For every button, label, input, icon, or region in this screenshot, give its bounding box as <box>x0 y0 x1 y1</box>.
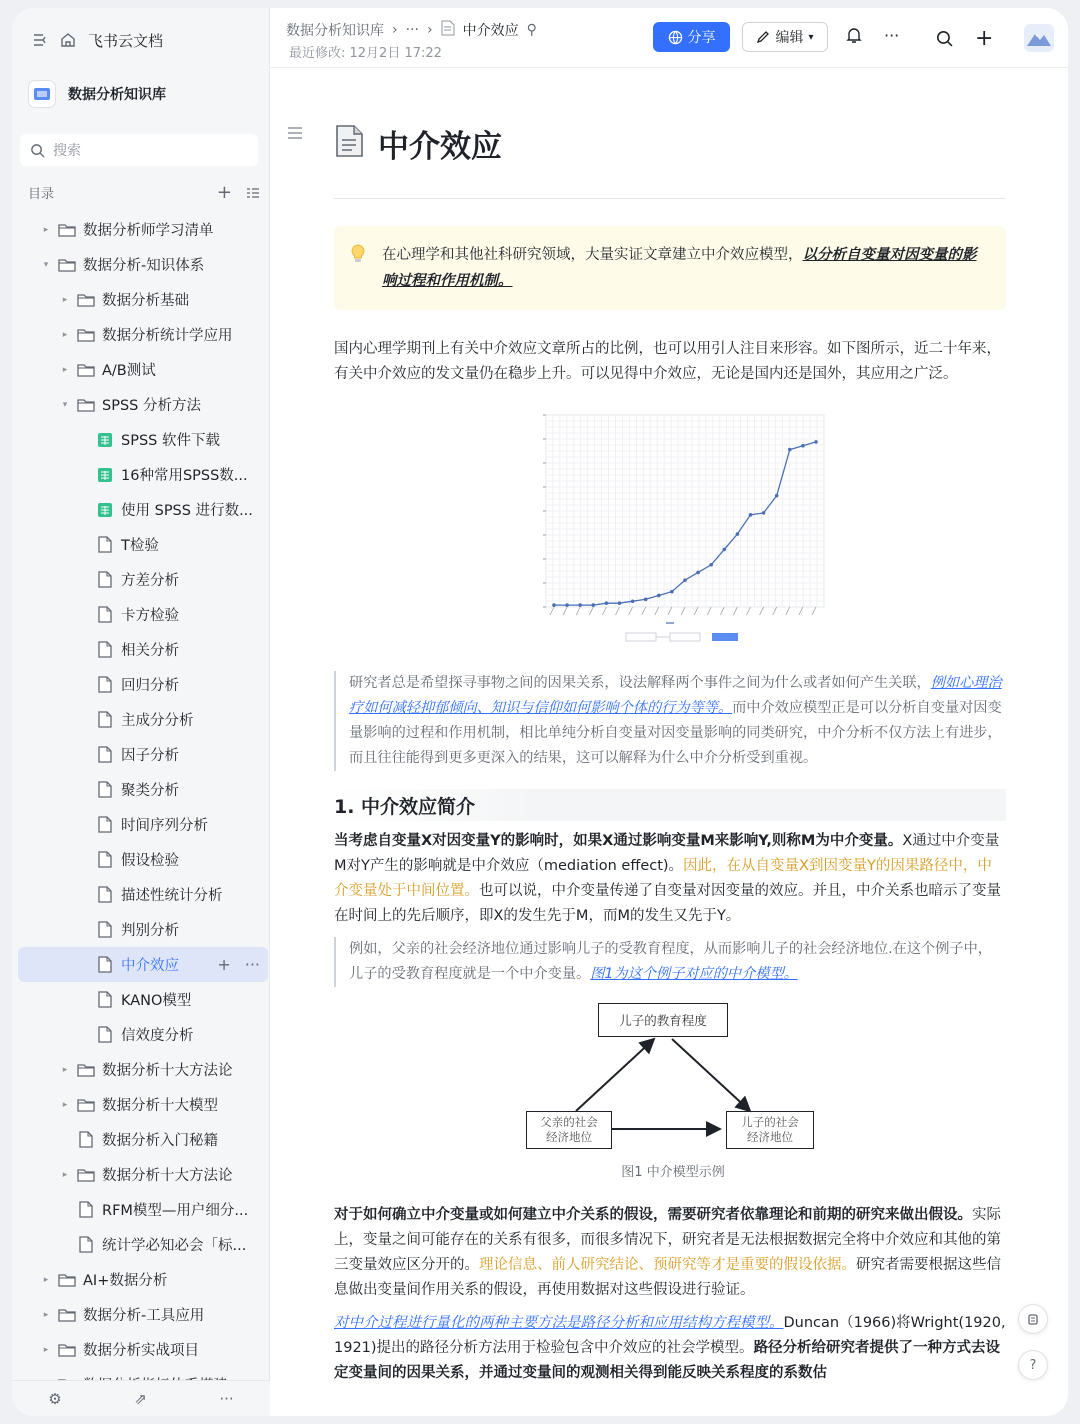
sidebar-item-label: 描述性统计分析 <box>121 888 223 904</box>
caret-down-icon[interactable]: ▾ <box>43 259 49 270</box>
sidebar-item-label: 统计学必知必会「标... <box>102 1238 247 1254</box>
quote-block-2 <box>334 937 1006 987</box>
data-point <box>723 548 727 552</box>
doc-icon <box>96 571 114 589</box>
data-point <box>565 603 569 607</box>
para3-orange: 理论信息、前人研究结论、预研究等才是重要的假设依据。 <box>479 1257 856 1273</box>
sidebar-item-label: 回归分析 <box>121 678 179 694</box>
quote2-text: 例如，父亲的社会经济地位通过影响儿子的受教育程度，从而影响儿子的社会经济地位.在这个例子中，儿子的受教育程度就是一个中介变量。 <box>349 941 992 982</box>
sidebar-item-label: 相关分析 <box>121 643 179 659</box>
x-tick-mark <box>681 607 685 615</box>
breadcrumb-ellipsis[interactable]: ··· <box>405 22 419 38</box>
item-more-icon[interactable]: ··· <box>244 955 260 974</box>
doc-icon <box>96 536 114 554</box>
chart-svg <box>514 403 834 653</box>
para3-bold: 对于如何确立中介变量或如何建立中介关系的假设，需要研究者依靠理论和前期的研究来做出假设。 <box>334 1207 972 1223</box>
sidebar-item[interactable] <box>18 702 268 737</box>
sidebar-item-label: 数据分析十大模型 <box>102 1098 218 1114</box>
app-window <box>12 8 1068 1416</box>
doc-icon <box>77 1201 95 1219</box>
knowledge-base-name: 数据分析知识库 <box>68 87 166 103</box>
home-icon[interactable] <box>60 32 76 48</box>
sidebar-item-label: 16种常用SPSS数... <box>121 468 248 484</box>
sidebar-item[interactable] <box>18 912 268 947</box>
callout-text: 在心理学和其他社科研究领域，大量实证文章建立中介效应模型， <box>382 247 803 263</box>
quote1-link[interactable]: 例如心理治疗如何减轻抑郁倾向、知识与信仰如何影响个体的行为等等。 <box>349 675 1002 716</box>
sidebar-item-label: 使用 SPSS 进行数... <box>121 503 253 519</box>
folder-icon <box>58 256 76 274</box>
header-icons <box>846 26 899 45</box>
sidebar-item-label: 数据分析师学习清单 <box>83 223 214 239</box>
para4-link[interactable]: 对中介过程进行量化的两种主要方法是路径分析和应用结构方程模型。 <box>334 1315 784 1331</box>
sidebar-item-label: 假设检验 <box>121 853 179 869</box>
data-point <box>683 578 687 582</box>
last-modified: 最近修改: 12月2日 17:22 <box>289 46 442 61</box>
sidebar-item-label: 判别分析 <box>121 923 179 939</box>
knowledge-base-icon <box>28 80 56 108</box>
caret-right-icon[interactable]: ▸ <box>43 1344 49 1355</box>
sidebar <box>12 8 270 1416</box>
sidebar-item-label: KANO模型 <box>121 993 192 1009</box>
x-tick-mark <box>668 607 672 615</box>
sidebar-item-label: 时间序列分析 <box>121 818 208 834</box>
sidebar-item[interactable] <box>18 1122 268 1157</box>
x-tick-mark <box>655 607 659 615</box>
doc-icon <box>96 816 114 834</box>
knowledge-base-header[interactable] <box>28 80 166 108</box>
x-tick-mark <box>589 607 593 615</box>
sheet-icon <box>96 466 114 484</box>
doc-icon <box>96 886 114 904</box>
caret-right-icon[interactable]: ▸ <box>62 364 68 375</box>
sidebar-item-label: 数据分析入门秘籍 <box>102 1133 218 1149</box>
sidebar-item[interactable] <box>18 527 268 562</box>
breadcrumb <box>286 20 537 40</box>
node-independent <box>526 1111 612 1149</box>
sidebar-item-label: 数据分析-知识体系 <box>83 258 205 274</box>
sidebar-item[interactable] <box>18 1157 268 1192</box>
sidebar-item-label: 数据分析-工具应用 <box>83 1308 205 1324</box>
search-icon <box>30 143 45 158</box>
item-actions <box>217 947 260 982</box>
search-input[interactable] <box>20 134 258 166</box>
data-point <box>814 440 818 444</box>
sidebar-item-label: 因子分析 <box>121 748 179 764</box>
data-point <box>775 494 779 498</box>
doc-title-icon <box>334 124 366 162</box>
sidebar-item-label: 中介效应 <box>121 958 179 974</box>
caret-right-icon[interactable]: ▸ <box>43 1309 49 1320</box>
sidebar-item[interactable] <box>18 352 268 387</box>
sidebar-item-label: A/B测试 <box>102 363 156 379</box>
sidebar-item[interactable] <box>18 212 268 247</box>
chevron-down-icon: ▾ <box>808 31 814 43</box>
sidebar-item[interactable] <box>18 597 268 632</box>
x-tick-mark <box>616 607 620 615</box>
para3-text-b: 研究者需要根据这些信息做出变量间作用关系的假设，再使用数据对这些假设进行验证。 <box>334 1257 1001 1298</box>
sidebar-item[interactable] <box>18 772 268 807</box>
sidebar-item[interactable] <box>18 1192 268 1227</box>
sidebar-item[interactable] <box>18 1332 268 1367</box>
caret-right-icon[interactable]: ▸ <box>62 294 68 305</box>
x-tick-mark <box>576 607 580 615</box>
range-apply-button <box>712 633 738 641</box>
top-header <box>270 8 1068 68</box>
divider <box>334 198 1006 199</box>
paragraph-intro: 国内心理学期刊上有关中介效应文章所占的比例，也可以用引人注目来形容。如下图所示，近二十年来，有关中介效应的发文量仍在稳步上升。可以见得中介效应，无论是国内还是国外，其应用之广泛。 <box>334 341 1001 382</box>
sidebar-item[interactable] <box>18 492 268 527</box>
x-tick-mark <box>812 607 816 615</box>
sidebar-item-label: 主成分分析 <box>121 713 194 729</box>
x-tick-mark <box>773 607 777 615</box>
caret-right-icon[interactable]: ▸ <box>43 224 49 235</box>
folder-icon <box>58 221 76 239</box>
folder-icon <box>58 1341 76 1359</box>
sidebar-item[interactable] <box>18 317 268 352</box>
sidebar-item-label: 聚类分析 <box>121 783 179 799</box>
sidebar-item[interactable] <box>18 457 268 492</box>
data-point <box>788 448 792 452</box>
folder-icon <box>77 361 95 379</box>
doc-icon <box>96 851 114 869</box>
help-icon: ? <box>1029 1357 1037 1373</box>
data-point <box>801 444 805 448</box>
sidebar-item[interactable] <box>18 632 268 667</box>
section-heading: 1. 中介效应简介 <box>334 789 1006 821</box>
toc-header <box>28 182 260 203</box>
data-point <box>552 603 556 607</box>
sidebar-item[interactable] <box>18 247 268 282</box>
node-dependent-line2: 经济地位 <box>747 1130 793 1144</box>
diagram-caption: 图1 中介模型示例 <box>621 1165 725 1180</box>
sidebar-item[interactable] <box>18 1297 268 1332</box>
folder-icon <box>77 326 95 344</box>
folder-icon <box>77 1166 95 1184</box>
sidebar-item[interactable] <box>18 1017 268 1052</box>
toc-label: 目录 <box>28 187 55 202</box>
data-point <box>631 599 635 603</box>
callout <box>334 226 1006 310</box>
quote1-text-b: 而中介效应模型正是可以分析自变量对因变量影响的过程和作用机制，相比单纯分析自变量对因变量影响的同类研究，中介分析不仅方法上有进步，而且往往能得到更多更深入的结果，这可以解释为什么中介分析受到重视。 <box>349 700 1002 766</box>
collapse-sidebar-icon[interactable] <box>32 32 48 48</box>
sidebar-item[interactable] <box>18 982 268 1017</box>
outline-icon[interactable] <box>287 126 303 140</box>
data-point <box>578 603 582 607</box>
doc-icon <box>96 676 114 694</box>
x-tick-mark <box>563 607 567 615</box>
doc-icon <box>77 1236 95 1254</box>
sidebar-item-label: SPSS 软件下载 <box>121 433 220 449</box>
data-point <box>644 598 648 602</box>
share-label: 分享 <box>687 30 716 46</box>
sidebar-footer <box>12 1380 270 1416</box>
data-point <box>709 563 713 567</box>
sidebar-item-label: T检验 <box>121 538 159 554</box>
data-point <box>605 601 609 605</box>
sidebar-item[interactable] <box>18 842 268 877</box>
folder-icon <box>58 1306 76 1324</box>
doc-icon <box>441 20 455 40</box>
line-chart <box>514 403 834 653</box>
plus-icon[interactable]: + <box>975 26 994 51</box>
doc-icon <box>96 1026 114 1044</box>
data-point <box>749 513 753 517</box>
add-icon[interactable]: + <box>216 182 232 203</box>
sheet-icon <box>96 431 114 449</box>
data-point <box>696 571 700 575</box>
sidebar-item[interactable] <box>18 737 268 772</box>
x-tick-mark <box>760 607 764 615</box>
folder-icon <box>58 1271 76 1289</box>
x-tick-mark <box>720 607 724 615</box>
more-icon[interactable]: ··· <box>219 1389 234 1408</box>
caret-down-icon[interactable]: ▾ <box>62 399 68 410</box>
pencil-icon <box>756 30 770 44</box>
edit-button[interactable] <box>742 22 828 52</box>
app-name[interactable]: 飞书云文档 <box>88 31 164 50</box>
quote-block-1 <box>334 671 1006 771</box>
data-point <box>618 601 622 605</box>
caret-right-icon[interactable]: ▸ <box>62 329 68 340</box>
sidebar-item[interactable] <box>18 1227 268 1262</box>
caret-right-icon[interactable]: ▸ <box>43 1274 49 1285</box>
share-out-icon[interactable]: ⇗ <box>134 1389 147 1408</box>
share-button[interactable] <box>653 22 730 52</box>
sidebar-item-label: 数据分析实战项目 <box>83 1343 199 1359</box>
x-tick-mark <box>642 607 646 615</box>
search-placeholder: 搜索 <box>53 143 81 159</box>
sidebar-item[interactable] <box>18 947 268 982</box>
doc-icon <box>96 711 114 729</box>
mediation-diagram <box>524 1003 814 1183</box>
para2-orange: 因此，在从自变量X到因变量Y的因果路径中，中介变量处于中间位置。 <box>334 858 992 899</box>
sidebar-item-label: 方差分析 <box>121 573 179 589</box>
para2-text-b: 也可以说，中介变量传递了自变量对因变量的效应。并且，中介关系也暗示了变量在时间上的先后顺序，即X的发生先于M，而M的发生又先于Y。 <box>334 883 1001 924</box>
sidebar-item-label: RFM模型—用户细分... <box>102 1203 249 1219</box>
doc-tree <box>18 212 268 1402</box>
sheet-icon <box>96 501 114 519</box>
x-tick-mark <box>550 607 554 615</box>
doc-icon <box>96 641 114 659</box>
range-end-box <box>670 633 700 641</box>
sidebar-item-label: AI+数据分析 <box>83 1273 168 1289</box>
copy-link-button[interactable] <box>1018 1304 1048 1334</box>
doc-icon <box>96 781 114 799</box>
x-tick-mark <box>799 607 803 615</box>
x-tick-mark <box>707 607 711 615</box>
folder-icon <box>77 291 95 309</box>
x-tick-mark <box>747 607 751 615</box>
pin-icon[interactable]: ⚲ <box>526 22 537 38</box>
node-dependent-line1: 儿子的社会 <box>741 1115 799 1129</box>
chevron-right-icon: › <box>392 22 398 38</box>
lightbulb-icon <box>350 244 366 273</box>
help-button[interactable] <box>1018 1350 1048 1380</box>
x-tick-mark <box>602 607 606 615</box>
doc-icon <box>77 1131 95 1149</box>
sidebar-item[interactable] <box>18 877 268 912</box>
breadcrumb-root[interactable]: 数据分析知识库 <box>286 23 384 39</box>
x-tick-mark <box>786 607 790 615</box>
page-title: 中介效应 <box>378 128 502 165</box>
sidebar-item-label: 数据分析统计学应用 <box>102 328 233 344</box>
chevron-right-icon: › <box>426 22 433 38</box>
more-options-icon[interactable]: ··· <box>884 26 900 45</box>
edit-label: 编辑 <box>775 30 804 46</box>
caret-right-icon[interactable]: ▸ <box>62 1169 68 1180</box>
sidebar-item-label: SPSS 分析方法 <box>102 398 201 414</box>
x-tick-mark <box>733 607 737 615</box>
bell-icon[interactable] <box>846 27 862 44</box>
header-actions <box>936 26 993 51</box>
para3-text-a: 实际上，变量之间可能存在的关系有很多，而很多情况下，研究者是无法根据数据完全将中介效应和其他的第三变量效应区分开的。 <box>334 1207 1001 1273</box>
para2-bold: 当考虑自变量X对因变量Y的影响时，如果X通过影响变量M来影响Y,则称M为中介变量。 <box>334 833 903 849</box>
doc-icon <box>96 991 114 1009</box>
list-settings-icon[interactable] <box>246 186 260 200</box>
paragraph-hypothesis <box>334 1203 1006 1303</box>
title-row <box>334 108 1006 178</box>
copy-icon <box>1026 1312 1040 1326</box>
sidebar-item[interactable] <box>18 1262 268 1297</box>
para4-bold: 路径分析给研究者提供了一种方式去设定变量间的因果关系，并通过变量间的观测相关得到能反映关系程度的系数估 <box>334 1340 1001 1381</box>
breadcrumb-current[interactable]: 中介效应 <box>462 23 519 39</box>
search-icon[interactable] <box>936 30 953 47</box>
sidebar-item[interactable] <box>18 1087 268 1122</box>
sidebar-item-label: 数据分析十大方法论 <box>102 1063 233 1079</box>
x-tick-mark <box>629 607 633 615</box>
data-point <box>736 532 740 536</box>
sidebar-item[interactable] <box>18 282 268 317</box>
para4-text: Duncan（1966)将Wright(1920, 1921)提出的路径分析方法用于检验包含中介效应的社会学模型。 <box>334 1315 1006 1356</box>
x-tick-mark <box>694 607 698 615</box>
paragraph-methods <box>334 1311 1006 1386</box>
avatar[interactable] <box>1024 24 1054 52</box>
folder-icon <box>77 1096 95 1114</box>
sidebar-item[interactable] <box>18 422 268 457</box>
doc-icon <box>96 956 114 974</box>
sidebar-item[interactable] <box>18 387 268 422</box>
quote2-link[interactable]: 图1为这个例子对应的中介模型。 <box>590 966 798 982</box>
quote1-text-a: 研究者总是希望探寻事物之间的因果关系，设法解释两个事件之间为什么或者如何产生关联， <box>349 675 931 691</box>
document-body <box>334 108 1006 1386</box>
node-independent-line2: 经济地位 <box>546 1130 592 1144</box>
para2-text-a: X通过中介变量M对Y产生的影响就是中介效应（mediation effect)。 <box>334 833 1000 874</box>
node-independent-line1: 父亲的社会 <box>540 1115 598 1129</box>
doc-icon <box>96 921 114 939</box>
sidebar-item-label: 数据分析十大方法论 <box>102 1168 233 1184</box>
doc-icon <box>96 606 114 624</box>
folder-icon <box>77 396 95 414</box>
sidebar-item-label: 信效度分析 <box>121 1028 194 1044</box>
caret-right-icon[interactable]: ▸ <box>62 1064 68 1075</box>
sidebar-item[interactable] <box>18 562 268 597</box>
node-dependent <box>726 1111 814 1149</box>
callout-emphasis: 以分析自变量对因变量的影响过程和作用机制。 <box>382 247 977 289</box>
folder-icon <box>77 1061 95 1079</box>
sidebar-item[interactable] <box>18 807 268 842</box>
sidebar-item-label: 数据分析基础 <box>102 293 189 309</box>
data-point <box>670 590 674 594</box>
paragraph-definition <box>334 829 1006 929</box>
node-mediator: 儿子的教育程度 <box>598 1003 728 1037</box>
globe-icon <box>668 30 683 45</box>
sidebar-top <box>32 28 163 52</box>
add-child-icon[interactable]: + <box>217 955 231 974</box>
sidebar-item[interactable] <box>18 1052 268 1087</box>
range-start-box <box>626 633 656 641</box>
sidebar-item-label: 卡方检验 <box>121 608 179 624</box>
settings-icon[interactable]: ⚙ <box>48 1389 62 1408</box>
caret-right-icon[interactable]: ▸ <box>62 1099 68 1110</box>
data-point <box>592 603 596 607</box>
sidebar-item[interactable] <box>18 667 268 702</box>
doc-icon <box>96 746 114 764</box>
data-point <box>657 594 661 598</box>
data-point <box>762 511 766 515</box>
